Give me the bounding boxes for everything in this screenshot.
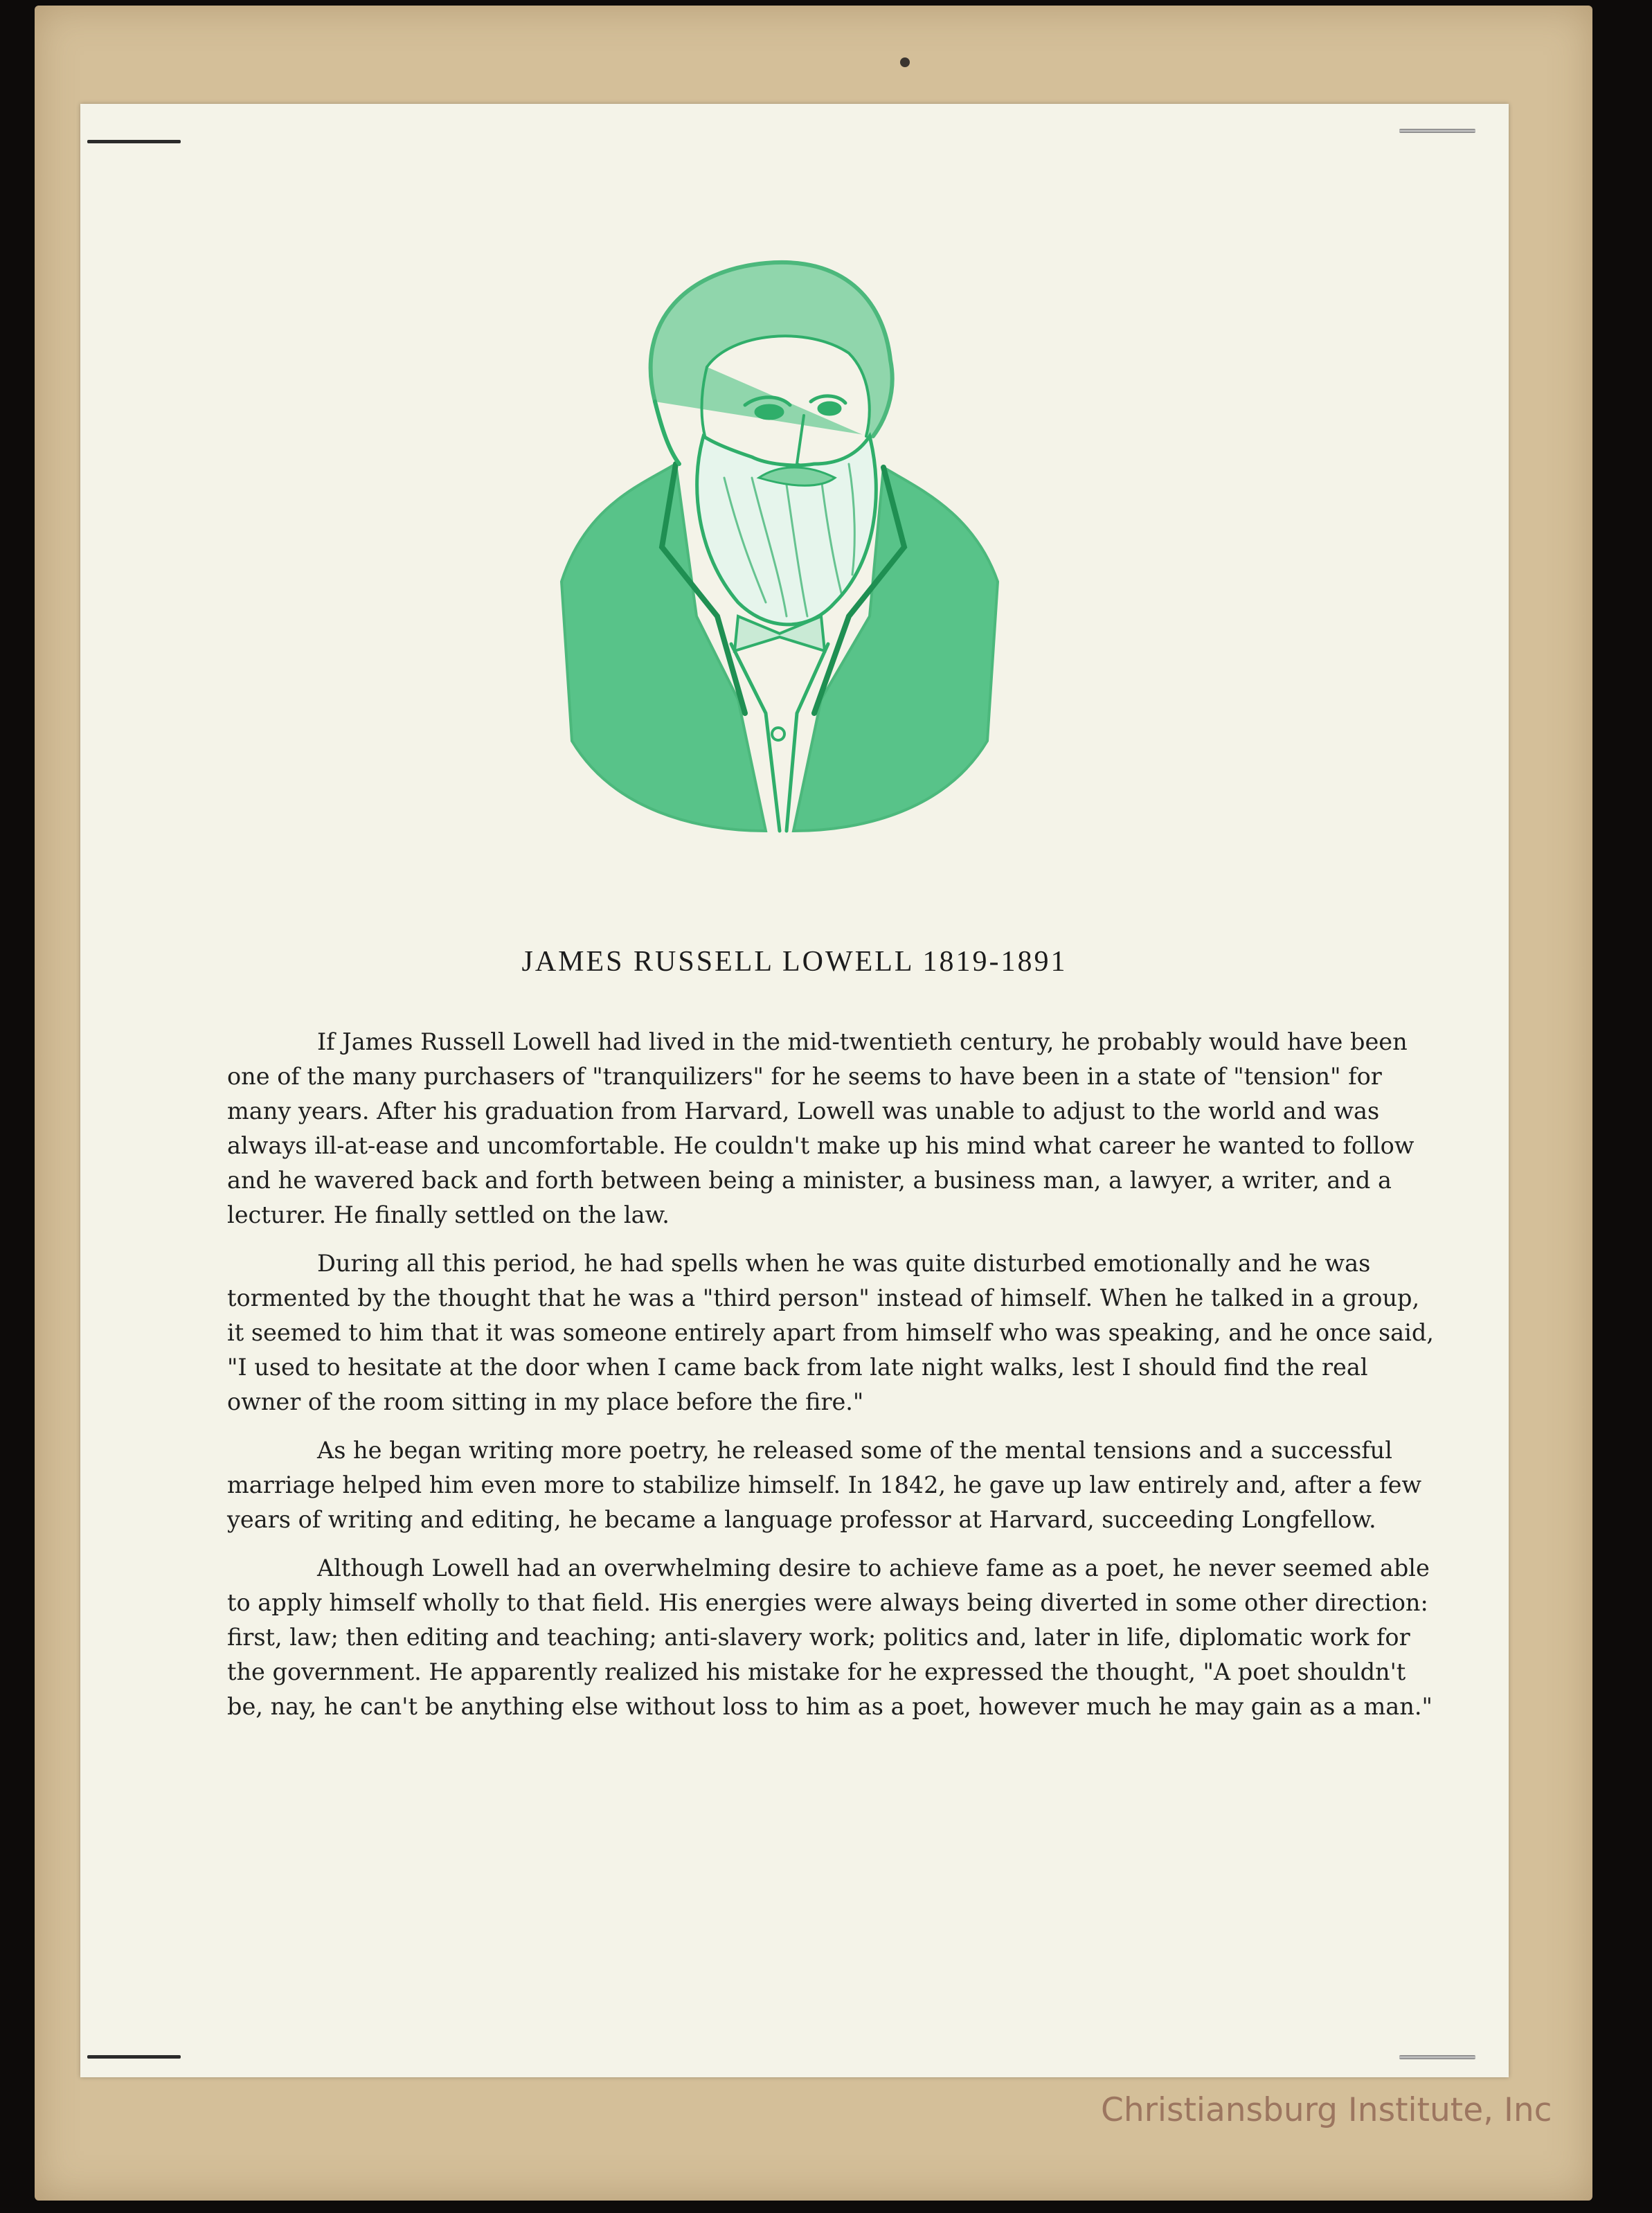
document-sheet (80, 104, 1509, 2077)
pin-hole (900, 57, 910, 67)
staple-top-right (1399, 129, 1475, 133)
portrait-illustration (558, 256, 1001, 845)
document-body (227, 1025, 1435, 1738)
watermark: Christiansburg Institute, Inc (1101, 2091, 1552, 2129)
staple-bottom-left (87, 2055, 181, 2059)
staple-bottom-right (1399, 2055, 1475, 2059)
staple-top-left (87, 140, 181, 143)
paragraph: As he began writing more poetry, he released some of the mental tensions and a successful marriage helped him even more to stabilize himself. In 1842, he gave up law entirely and, after a few years of writing and editing, he became a language professor at Harvard, succeeding Longfellow. (227, 1437, 1422, 1533)
paragraph: During all this period, he had spells when he was quite disturbed emotionally and he was tormented by the thought that he was a "third person" instead of himself. When he talked in a group, it seemed to him that it was someone entirely apart from himself who was speaking, and he once said, "I used to hesitate at the door when I came back from late night walks, lest I should find the real owner of the room sitting in my place before the fire." (227, 1250, 1434, 1415)
paragraph: Although Lowell had an overwhelming desire to achieve fame as a poet, he never seemed able to apply himself wholly to that field. His energies were always being diverted in some other direction: first, law; then editing and teaching; anti-slavery work; politics and, later in life, diplomatic work for the government. He apparently realized his mistake for he expressed the thought, "A poet shouldn't be, nay, he can't be anything else without loss to him as a poet, however much he may gain as a man." (227, 1555, 1433, 1720)
paragraph: If James Russell Lowell had lived in the mid-twentieth century, he probably would have been one of the many purchasers of "tranquilizers" for he seems to have been in a state of "tension" for many years. After his graduation from Harvard, Lowell was unable to adjust to the world and was always ill-at-ease and uncomfortable. He couldn't make up his mind what career he wanted to follow and he wavered back and forth between being a minister, a business man, a lawyer, a writer, and a lecturer. He finally settled on the law. (227, 1028, 1415, 1228)
document-title: JAMES RUSSELL LOWELL 1819-1891 (521, 946, 1068, 978)
